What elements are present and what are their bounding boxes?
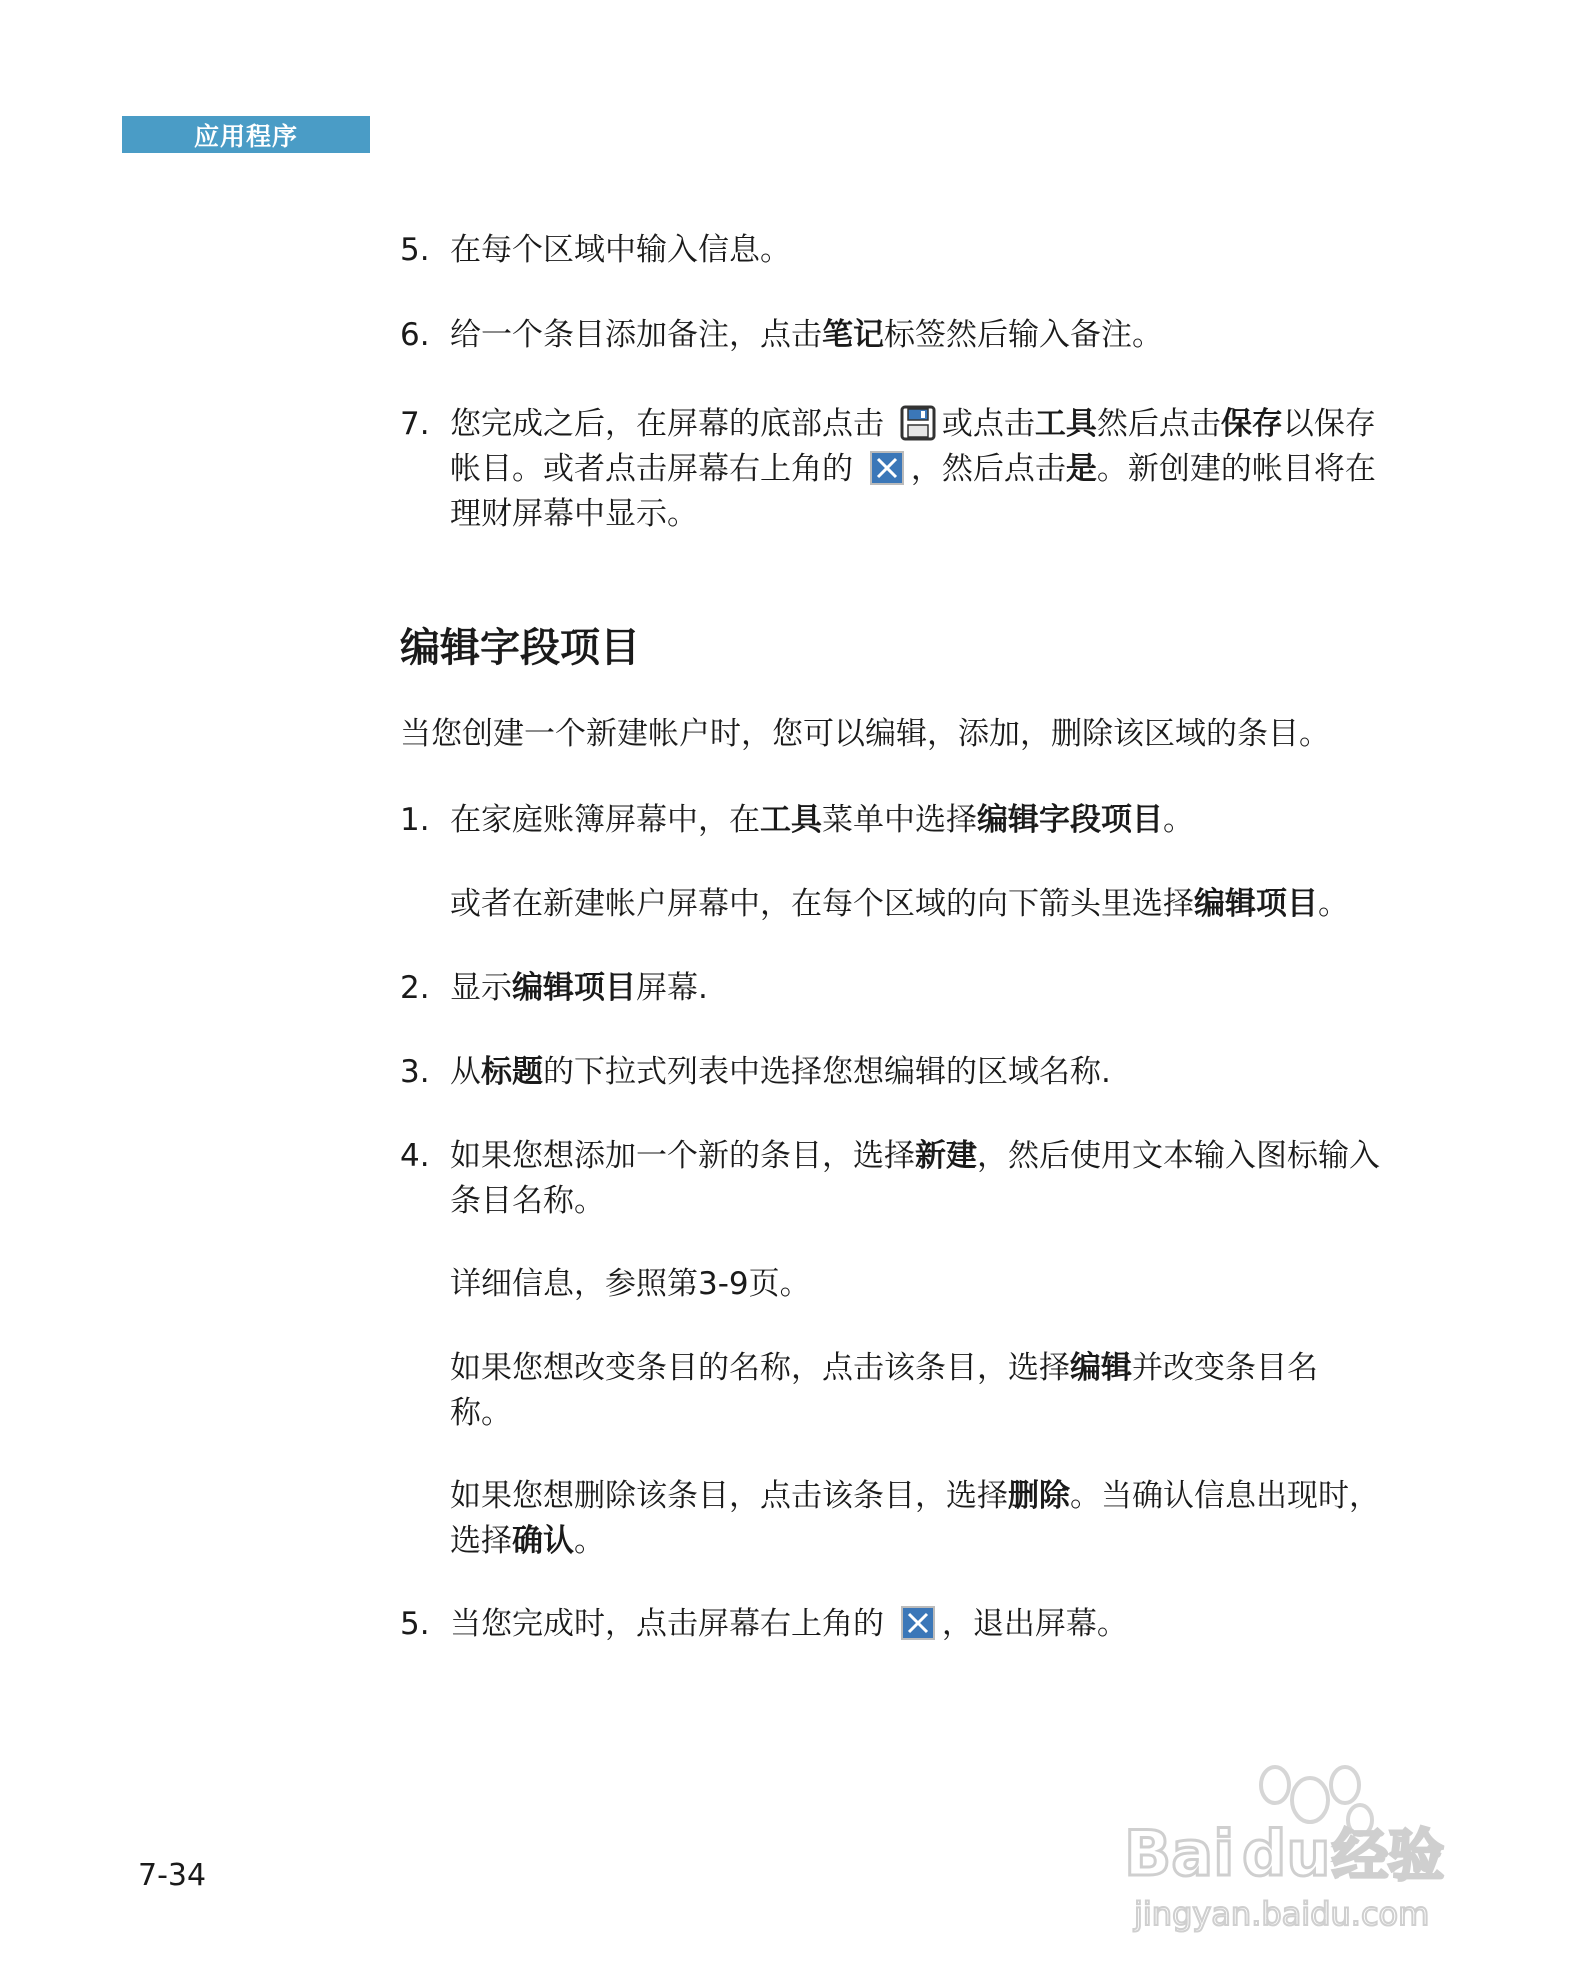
list-item-a5 [400,228,1410,273]
list-item-b3 [400,1050,1410,1095]
list-text [450,966,1410,1011]
bold-term: 删除 [1008,1478,1070,1514]
text-run: 给一个条目添加备注，点击 [450,317,822,353]
text-run: 。 [1163,802,1194,838]
close-x-icon [869,450,905,486]
list-text [450,1602,1410,1647]
text-run: 并改变条目名称。 [450,1350,1318,1431]
section-intro: 当您创建一个新建帐户时，您可以编辑，添加，删除该区域的条目。 [400,716,1330,752]
list-subpara [450,882,1410,927]
text-run: 如果您想添加一个新的条目，选择 [450,1138,915,1174]
watermark-brand-2: du [1242,1817,1331,1890]
list-text [450,1134,1380,1224]
text-run: 标签然后输入备注。 [884,317,1163,353]
text-run: 。当确认信息出现时，选择 [450,1478,1380,1559]
list-number: 3. [400,1054,430,1090]
text-run: 菜单中选择 [822,802,977,838]
section-heading: 编辑字段项目 [400,625,640,671]
bold-term: 确认 [512,1523,574,1559]
watermark-brand: Bai [1124,1817,1235,1890]
list-item-b5 [400,1602,1410,1647]
baidu-watermark-logo [1120,1740,1500,1940]
bold-term: 编辑项目 [1194,886,1318,922]
list-number: 7. [400,406,430,442]
list-item-b4 [400,1134,1410,1224]
text-run: 。 [1318,886,1349,922]
text-run: 在每个区域中输入信息。 [450,232,791,268]
page-number: 7-34 [138,1858,207,1893]
bold-term: 笔记 [822,317,884,353]
close-x-icon [900,1605,936,1641]
bold-term: 标题 [481,1054,543,1090]
bold-term: 工具 [760,802,822,838]
watermark-label: 经验 [1332,1824,1444,1889]
text-run: 的下拉式列表中选择您想编辑的区域名称. [543,1054,1111,1090]
watermark-url: jingyan.baidu.com [1134,1895,1430,1933]
text-run: 然后点击 [1096,406,1221,442]
list-text [450,1050,1410,1095]
text-run: 在家庭账簿屏幕中，在 [450,802,760,838]
bold-term: 保存 [1220,406,1283,442]
section-tab [122,116,370,153]
list-text [450,402,1380,537]
text-run: 屏幕. [636,970,708,1006]
text-run: 。新创建的帐目将在理财屏幕中显示。 [450,451,1376,532]
list-item-b2 [400,966,1410,1011]
list-subpara [450,1262,1410,1307]
list-number: 5. [400,232,430,268]
text-run: ，然后使用文本输入图标输入条目名称。 [450,1138,1380,1219]
list-number: 5. [400,1606,430,1642]
text-run: 以保存帐目。或者点击屏幕右上角的 [450,406,1376,487]
list-text [450,228,1410,273]
list-subpara [450,1346,1370,1436]
bold-term: 编辑项目 [512,970,636,1006]
text-run: ，退出屏幕。 [941,1606,1128,1642]
text-run: 或点击 [941,406,1035,442]
list-number: 4. [400,1138,430,1174]
text-run: 如果您想改变条目的名称，点击该条目，选择 [450,1350,1070,1386]
list-number: 6. [400,317,430,353]
text-run: ，然后点击 [910,451,1066,487]
text-run: 当您完成时，点击屏幕右上角的 [450,1606,884,1642]
list-text [450,798,1410,843]
bold-term: 是 [1065,451,1097,487]
text-run: 显示 [450,970,512,1006]
text-run: 详细信息，参照第3-9页。 [450,1266,811,1302]
list-item-a6 [400,313,1410,358]
text-run: 如果您想删除该条目，点击该条目，选择 [450,1478,1008,1514]
list-number: 1. [400,802,430,838]
list-text [450,313,1410,358]
text-run: 您完成之后，在屏幕的底部点击 [450,406,884,442]
bold-term: 编辑字段项目 [977,802,1163,838]
text-run: 或者在新建帐户屏幕中，在每个区域的向下箭头里选择 [450,886,1194,922]
bold-term: 新建 [915,1138,977,1174]
bold-term: 工具 [1034,406,1097,442]
bold-term: 编辑 [1070,1350,1132,1386]
save-disk-icon [900,405,936,441]
list-item-a7 [400,402,1410,537]
section-tab-label: 应用程序 [193,121,298,151]
list-subpara [450,1474,1380,1564]
list-number: 2. [400,970,430,1006]
text-run: 从 [450,1054,481,1090]
list-item-b1 [400,798,1410,843]
text-run: 。 [574,1523,605,1559]
